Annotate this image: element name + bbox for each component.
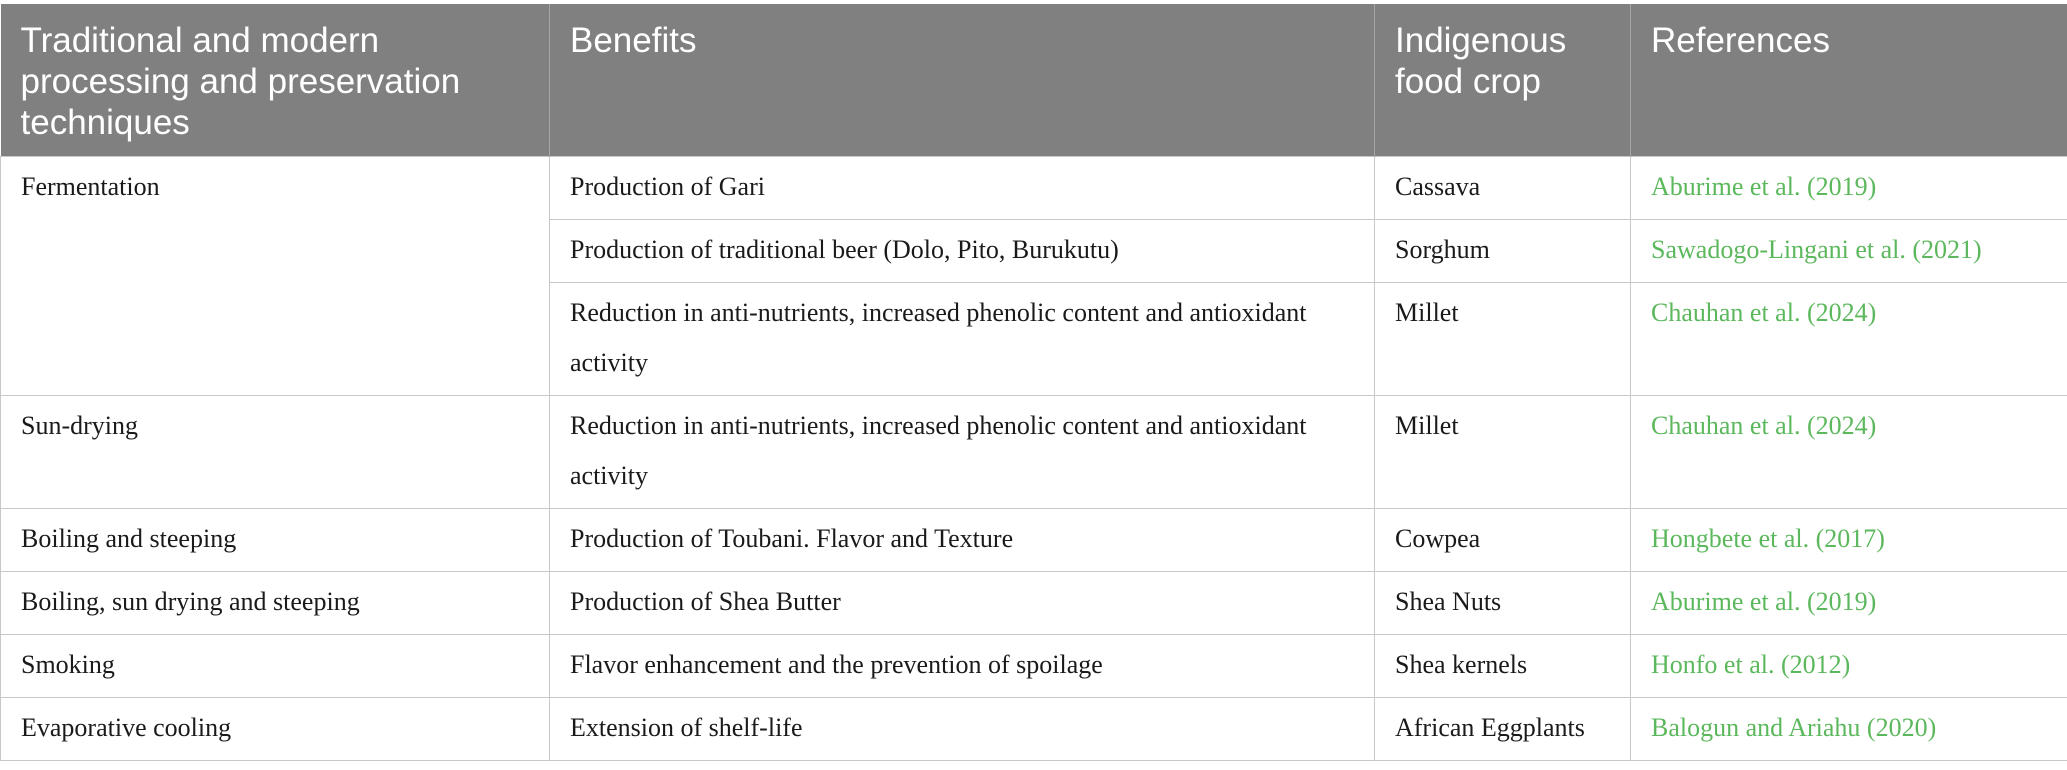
table-row xyxy=(1,509,2067,572)
table-row xyxy=(1,572,2067,635)
benefit-cell: Reduction in anti-nutrients, increased phenolic content and antioxidant activity xyxy=(550,283,1375,396)
column-header-benefits: Benefits xyxy=(550,4,1375,157)
reference-link[interactable]: Sawadogo-Lingani et al. (2021) xyxy=(1631,220,2067,283)
table-row xyxy=(1,157,2067,220)
technique-cell: Boiling and steeping xyxy=(1,509,550,572)
benefit-cell: Reduction in anti-nutrients, increased phenolic content and antioxidant activity xyxy=(550,396,1375,509)
technique-cell: Boiling, sun drying and steeping xyxy=(1,572,550,635)
crop-cell: Shea Nuts xyxy=(1375,572,1631,635)
benefit-cell: Production of Toubani. Flavor and Texture xyxy=(550,509,1375,572)
column-header-crop: Indigenous food crop xyxy=(1375,4,1631,157)
benefit-cell: Production of Shea Butter xyxy=(550,572,1375,635)
reference-link[interactable]: Chauhan et al. (2024) xyxy=(1631,396,2067,509)
table-row xyxy=(1,635,2067,698)
technique-cell: Smoking xyxy=(1,635,550,698)
reference-link[interactable]: Aburime et al. (2019) xyxy=(1631,157,2067,220)
reference-link[interactable]: Honfo et al. (2012) xyxy=(1631,635,2067,698)
techniques-table xyxy=(0,4,2067,761)
crop-cell: Shea kernels xyxy=(1375,635,1631,698)
reference-link[interactable]: Hongbete et al. (2017) xyxy=(1631,509,2067,572)
reference-link[interactable]: Balogun and Ariahu (2020) xyxy=(1631,698,2067,761)
header-row xyxy=(1,4,2067,157)
crop-cell: Millet xyxy=(1375,283,1631,396)
crop-cell: Sorghum xyxy=(1375,220,1631,283)
benefit-cell: Extension of shelf-life xyxy=(550,698,1375,761)
benefit-cell: Production of Gari xyxy=(550,157,1375,220)
technique-cell: Fermentation xyxy=(1,157,550,396)
table-row xyxy=(1,396,2067,509)
crop-cell: African Eggplants xyxy=(1375,698,1631,761)
table-row xyxy=(1,698,2067,761)
crop-cell: Cowpea xyxy=(1375,509,1631,572)
column-header-techniques: Traditional and modern processing and preservation techniques xyxy=(1,4,550,157)
reference-link[interactable]: Aburime et al. (2019) xyxy=(1631,572,2067,635)
column-header-references: References xyxy=(1631,4,2067,157)
technique-cell: Evaporative cooling xyxy=(1,698,550,761)
crop-cell: Cassava xyxy=(1375,157,1631,220)
reference-link[interactable]: Chauhan et al. (2024) xyxy=(1631,283,2067,396)
technique-cell: Sun-drying xyxy=(1,396,550,509)
crop-cell: Millet xyxy=(1375,396,1631,509)
benefit-cell: Flavor enhancement and the prevention of spoilage xyxy=(550,635,1375,698)
benefit-cell: Production of traditional beer (Dolo, Pito, Burukutu) xyxy=(550,220,1375,283)
